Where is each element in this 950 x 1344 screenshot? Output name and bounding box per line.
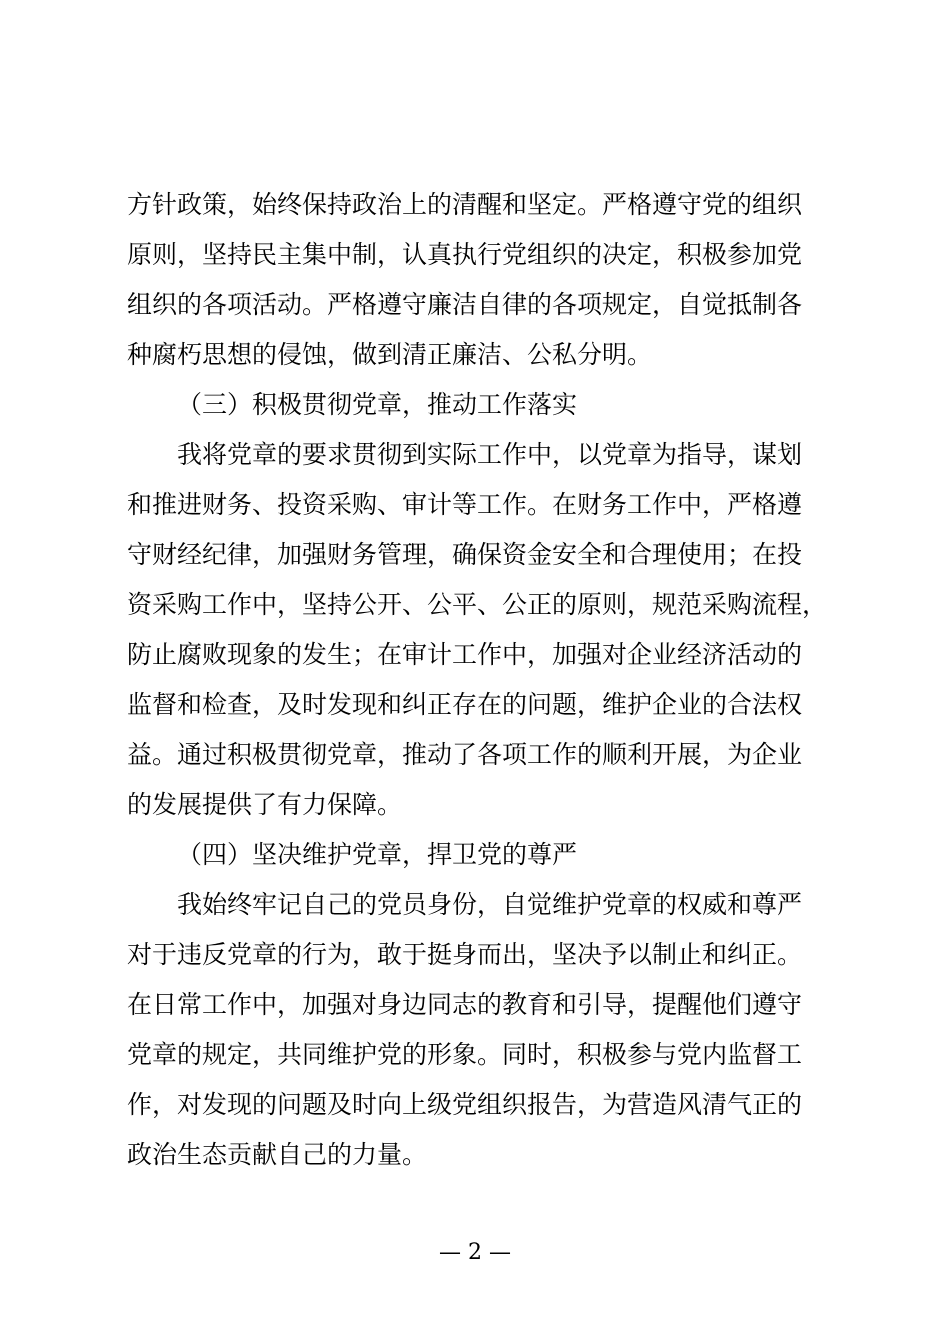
text-line: 资采购工作中，坚持公开、公平、公正的原则，规范采购流程， [127,590,828,619]
paragraph-start: 我始终牢记自己的党员身份，自觉维护党章的权威和尊严 [177,890,803,919]
text-line: 防止腐败现象的发生；在审计工作中，加强对企业经济活动的 [127,640,803,669]
text-line: 组织的各项活动。严格遵守廉洁自律的各项规定，自觉抵制各 [127,290,803,319]
text-line: 益。通过积极贯彻党章，推动了各项工作的顺利开展，为企业 [127,740,803,769]
text-line: 守财经纪律，加强财务管理，确保资金安全和合理使用；在投 [127,540,803,569]
text-line: 种腐朽思想的侵蚀，做到清正廉洁、公私分明。 [127,340,653,369]
text-line: 和推进财务、投资采购、审计等工作。在财务工作中，严格遵 [127,490,803,519]
text-line: 原则，坚持民主集中制，认真执行党组织的决定，积极参加党 [127,240,803,269]
section-heading-3: （三）积极贯彻党章，推动工作落实 [177,390,578,419]
text-line: 政治生态贡献自己的力量。 [127,1140,428,1169]
text-line: 监督和检查，及时发现和纠正存在的问题，维护企业的合法权 [127,690,803,719]
body-text [127,180,847,1180]
page-number: — 2 — [439,1240,511,1265]
text-line: 党章的规定，共同维护党的形象。同时，积极参与党内监督工 [127,1040,803,1069]
section-heading-4: （四）坚决维护党章，捍卫党的尊严 [177,840,578,869]
text-line: 在日常工作中，加强对身边同志的教育和引导，提醒他们遵守 [127,990,803,1019]
text-line: 作，对发现的问题及时向上级党组织报告，为营造风清气正的 [127,1090,803,1119]
paragraph-start: 我将党章的要求贯彻到实际工作中，以党章为指导，谋划 [177,440,803,469]
text-line: 方针政策，始终保持政治上的清醒和坚定。严格遵守党的组织 [127,190,803,219]
text-line: 对于违反党章的行为，敢于挺身而出，坚决予以制止和纠正。 [127,940,803,969]
text-line: 的发展提供了有力保障。 [127,790,403,819]
